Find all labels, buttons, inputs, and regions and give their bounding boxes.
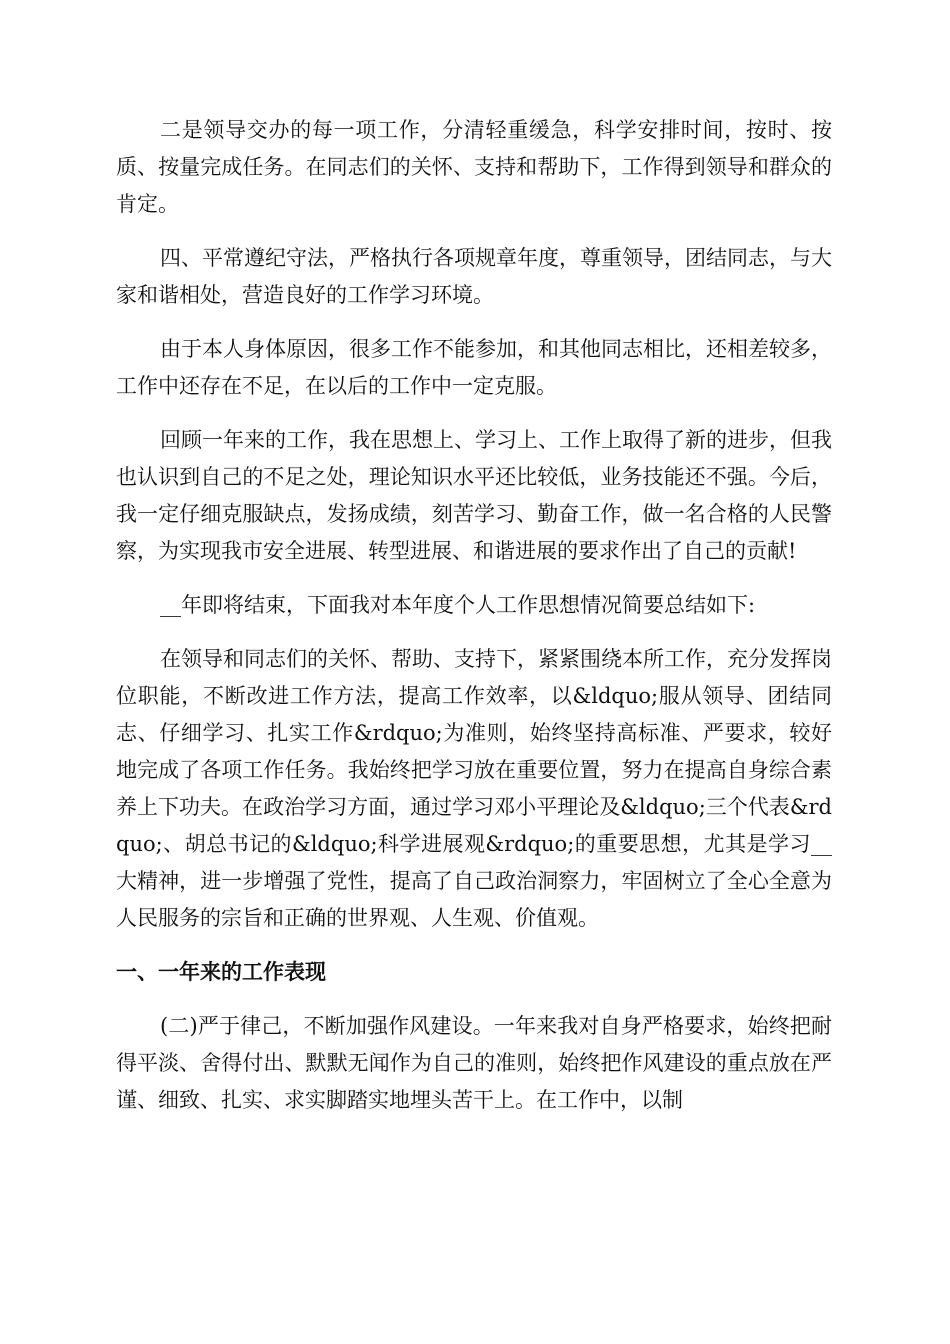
- paragraph-summary-intro: __年即将结束，下面我对本年度个人工作思想情况简要总结如下:: [160, 593, 756, 617]
- paragraph-health-shortcomings: 由于本人身体原因，很多工作不能参加，和其他同志相比，还相差较多，工作中还存在不足，在以后的工作中一定克服。: [116, 337, 832, 398]
- paragraph-self-discipline: (二)严于律己，不断加强作风建设。一年来我对自身严格要求，始终把耐得平淡、舍得付出、默默无闻作为自己的准则，始终把作风建设的重点放在严谨、细致、扎实、求实脚踏实地埋头苦干上。在工作中，以制: [116, 1014, 832, 1112]
- paragraph-discipline: 四、平常遵纪守法，严格执行各项规章年度，尊重领导，团结同志，与大家和谐相处，营造良好的工作学习环境。: [116, 246, 832, 307]
- paragraph-leader-tasks: 二是领导交办的每一项工作，分清轻重缓急，科学安排时间，按时、按质、按量完成任务。在同志们的关怀、支持和帮助下，工作得到领导和群众的肯定。: [116, 118, 832, 216]
- document-page: [116, 112, 832, 1136]
- paragraph-political-study: 在领导和同志们的关怀、帮助、支持下，紧紧围绕本所工作，充分发挥岗位职能，不断改进工作方法，提高工作效率，以&ldquo;服从领导、团结同志、仔细学习、扎实工作&rdquo;为准则，始终坚持高标准、严要求，较好地完成了各项工作任务。我始终把学习放在重要位置，努力在提高自身综合素养上下功夫。在政治学习方面，通过学习邓小平理论及&ldquo;三个代表&rdquo;、胡总书记的&ldquo;科学进展观&rdquo;的重要思想，尤其是学习__大精神，进一步增强了党性，提高了自己政治洞察力，牢固树立了全心全意为人民服务的宗旨和正确的世界观、人生观、价值观。: [116, 647, 832, 930]
- section-heading: 一、一年来的工作表现: [116, 960, 326, 984]
- paragraph-year-review: 回顾一年来的工作，我在思想上、学习上、工作上取得了新的进步，但我也认识到自己的不足之处，理论知识水平还比较低，业务技能还不强。今后，我一定仔细克服缺点，发扬成绩，刻苦学习、勤奋工作，做一名合格的人民警察，为实现我市安全进展、转型进展、和谐进展的要求作出了自己的贡献!: [116, 428, 832, 563]
